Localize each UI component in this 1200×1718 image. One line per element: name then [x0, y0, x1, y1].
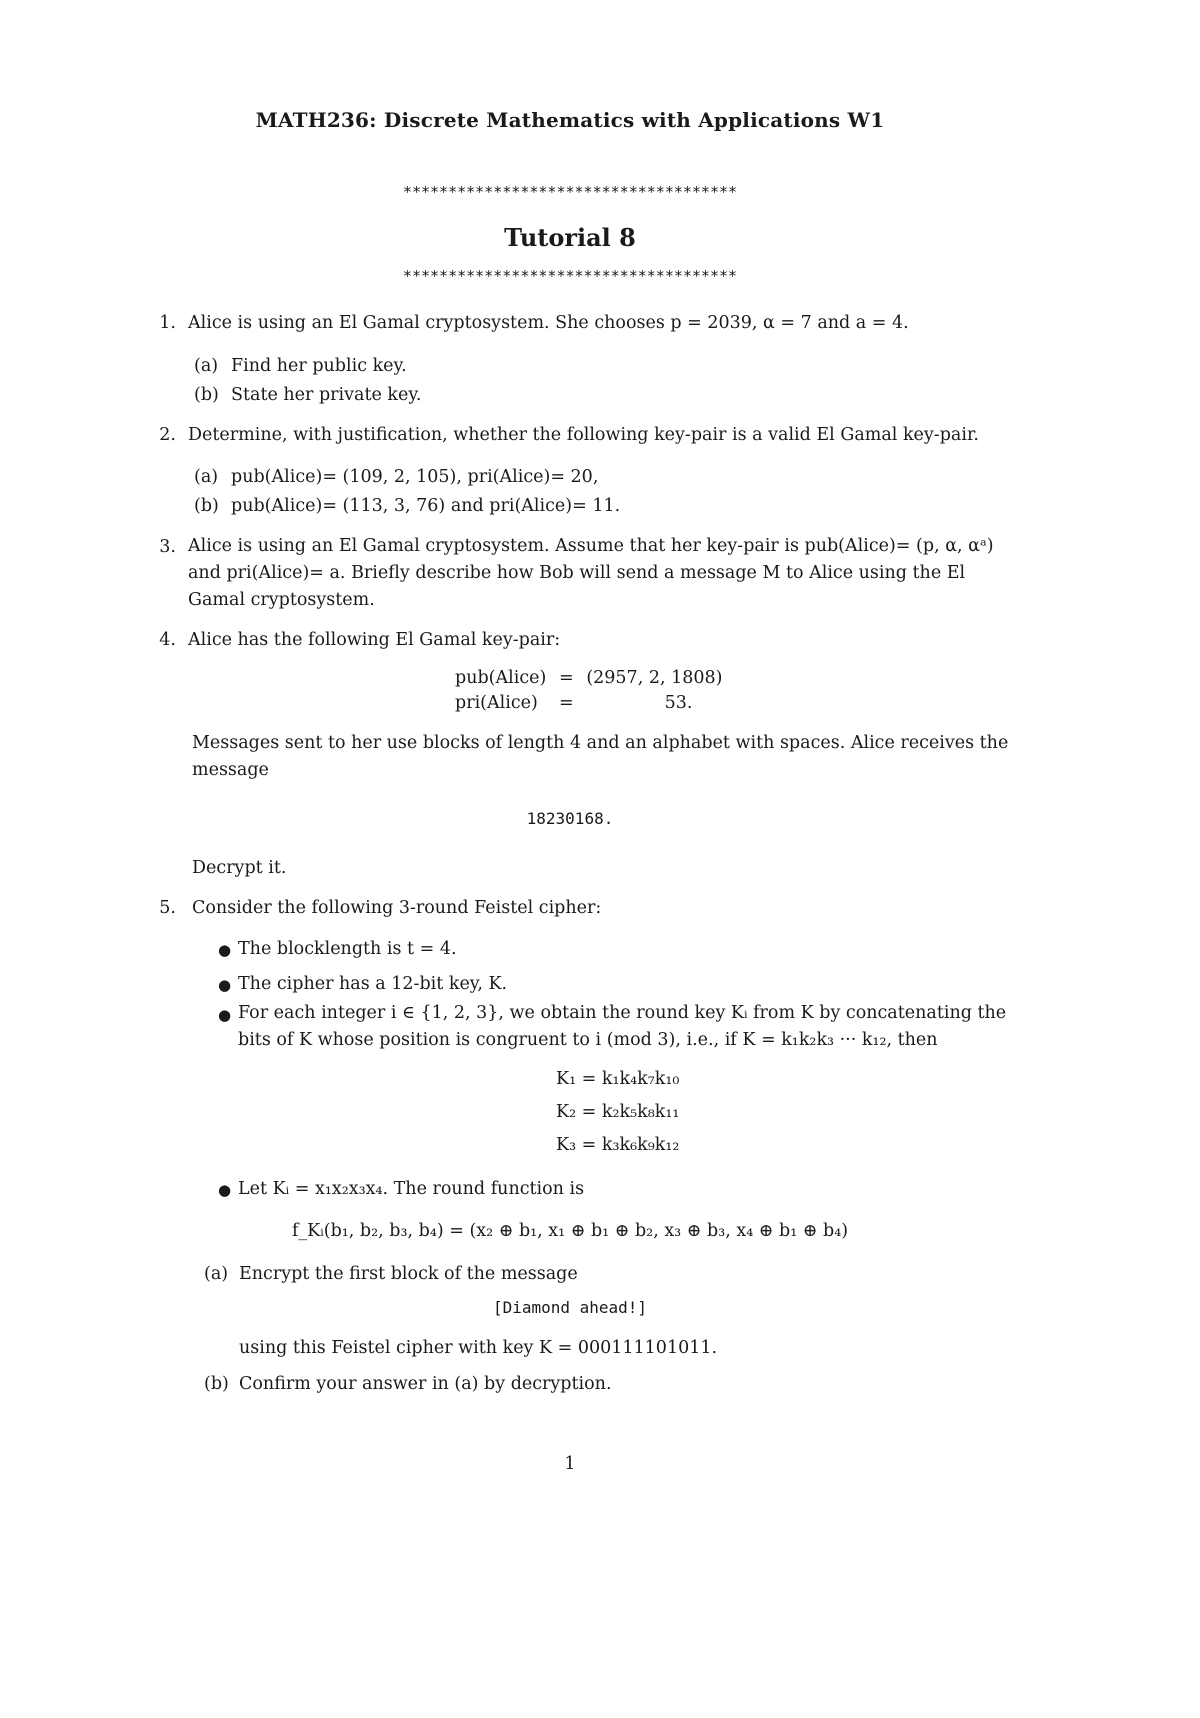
ciphertext-message: 18230168.	[526, 809, 614, 828]
question-number: 2.	[159, 425, 176, 445]
tutorial-title: Tutorial 8	[504, 223, 636, 252]
pub-label: pub(Alice)	[455, 668, 547, 688]
question-number: 4.	[159, 630, 176, 650]
bullet-icon: ●	[218, 976, 232, 994]
question-text: Alice is using an El Gamal cryptosystem. Assume that her key-pair is pub(Alice)= (p, α, αᵃ) and pri(Alice)= a. Briefly describe how Bob will send a message M to Alice using the El Gamal cryptosystem.	[188, 536, 994, 610]
question-closing: Decrypt it.	[192, 858, 287, 878]
round-key-2: K₂ = k₂k₅k₈k₁₁	[556, 1102, 680, 1122]
pri-equals: =	[558, 693, 574, 713]
course-title: MATH236: Discrete Mathematics with Applications W1	[255, 108, 885, 132]
part-label: (a)	[204, 1264, 229, 1284]
part-label: (b)	[194, 496, 219, 516]
question-number: 3.	[159, 537, 176, 557]
keypair-table	[455, 666, 722, 716]
bullet-text: For each integer i ∈ {1, 2, 3}, we obtain the round key Kᵢ from K by concatenating the bits of K whose position is congruent to i (mod 3), i.e., if K = k₁k₂k₃ ··· k₁₂, then	[238, 1003, 1007, 1050]
part-label: (b)	[194, 385, 219, 405]
question-text: Determine, with justification, whether the following key-pair is a valid El Gamal key-pair.	[188, 425, 979, 445]
round-function: f_Kᵢ(b₁, b₂, b₃, b₄) = (x₂ ⊕ b₁, x₁ ⊕ b₁ ⊕ b₂, x₃ ⊕ b₃, x₄ ⊕ b₁ ⊕ b₄)	[291, 1221, 849, 1241]
pri-label: pri(Alice)	[455, 693, 538, 713]
pub-equals: =	[558, 668, 574, 688]
question-text: Consider the following 3-round Feistel cipher:	[192, 898, 602, 918]
part-text: State her private key.	[231, 385, 422, 405]
bullet-icon: ●	[218, 1006, 232, 1024]
bullet-text: Let Kᵢ = x₁x₂x₃x₄. The round function is	[238, 1179, 585, 1199]
part-text: pub(Alice)= (113, 3, 76) and pri(Alice)= 11.	[231, 496, 621, 516]
round-key-1: K₁ = k₁k₄k₇k₁₀	[556, 1069, 680, 1089]
bullet-icon: ●	[218, 1181, 232, 1199]
part-text: pub(Alice)= (109, 2, 105), pri(Alice)= 20,	[231, 467, 599, 487]
page-number: 1	[564, 1454, 576, 1474]
question-text-continued: Messages sent to her use blocks of length 4 and an alphabet with spaces. Alice receives the message	[192, 733, 1009, 780]
round-keys	[556, 1063, 679, 1162]
part-text: Encrypt the first block of the message	[239, 1264, 578, 1284]
part-label: (b)	[204, 1374, 229, 1394]
part-label: (a)	[194, 467, 219, 487]
pri-value: 53.	[664, 693, 693, 713]
part-text: Confirm your answer in (a) by decryption.	[239, 1374, 612, 1394]
part-text: Find her public key.	[231, 356, 407, 376]
question-number: 1.	[159, 313, 176, 333]
question-text: Alice has the following El Gamal key-pair:	[188, 630, 561, 650]
part-label: (a)	[194, 356, 219, 376]
bullet-text: The cipher has a 12-bit key, K.	[238, 974, 508, 994]
plaintext-message: [Diamond ahead!]	[492, 1298, 648, 1317]
star-divider-bottom: *************************************	[402, 267, 738, 285]
question-number: 5.	[159, 898, 176, 918]
pub-value: (2957, 2, 1808)	[586, 668, 723, 688]
key-line: using this Feistel cipher with key K = 000111101011.	[239, 1338, 718, 1358]
bullet-icon: ●	[218, 941, 232, 959]
bullet-text: The blocklength is t = 4.	[238, 939, 457, 959]
star-divider-top: *************************************	[402, 183, 738, 201]
round-key-3: K₃ = k₃k₆k₉k₁₂	[556, 1135, 680, 1155]
question-text: Alice is using an El Gamal cryptosystem. She chooses p = 2039, α = 7 and a = 4.	[188, 313, 909, 333]
